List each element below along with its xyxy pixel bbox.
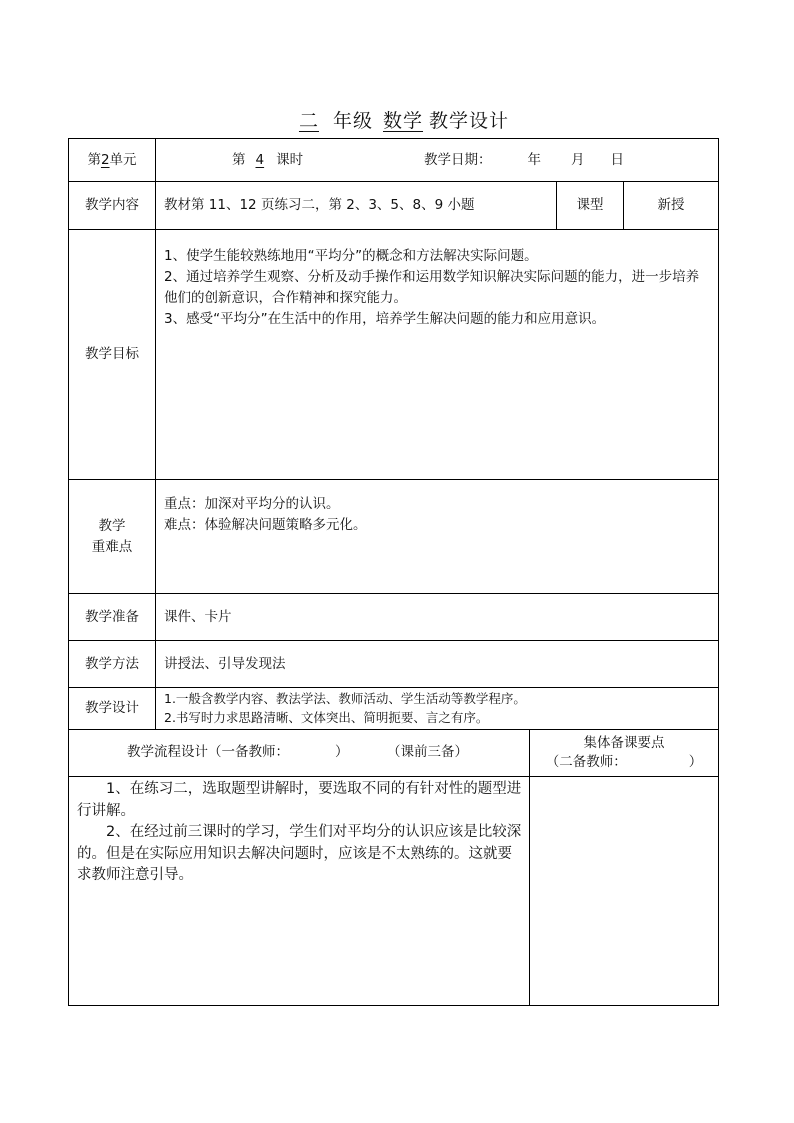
title-subject: 数学 — [383, 110, 424, 132]
lesson-type-value: 新授 — [623, 181, 719, 230]
flow-body — [68, 776, 530, 1006]
content-text: 教材第 11、12 页练习二，第 2、3、5、8、9 小题 — [155, 181, 557, 230]
lesson-date-cell — [155, 138, 719, 182]
collective-sub: （二备教师： ） — [545, 754, 703, 770]
title-suffix: 教学设计 — [429, 110, 510, 132]
flow-header-left: 教学流程设计（一备教师： — [127, 744, 289, 760]
unit-number: 2 — [100, 151, 110, 168]
method-text: 讲授法、引导发现法 — [155, 640, 719, 688]
collective-notes — [529, 776, 719, 1006]
difficulty-point: 难点：体验解决问题策略多元化。 — [164, 517, 367, 533]
focus-point: 重点：加深对平均分的认识。 — [164, 496, 340, 512]
title-grade-suffix: 年级 — [332, 110, 373, 132]
lesson-number: 第 4 课时 — [232, 152, 304, 168]
lesson-type-label: 课型 — [556, 181, 624, 230]
design-note-line: 2.书写时力求思路清晰、文体突出、简明扼要、言之有序。 — [164, 710, 489, 725]
flow-paragraph: 2、在经过前三课时的学习，学生们对平均分的认识应该是比较深的。但是在实际应用知识去解决问题时，应该是不太熟练的。这就要求教师注意引导。 — [77, 824, 522, 883]
prep-label: 教学准备 — [68, 593, 156, 641]
goal-item: 1、使学生能较熟练地用“平均分”的概念和方法解决实际问题。 — [164, 248, 538, 264]
design-label: 教学设计 — [68, 687, 156, 730]
collective-header — [529, 729, 719, 777]
flow-header-mid: ） — [335, 744, 349, 760]
title-grade: 二 — [298, 110, 319, 132]
goals-content — [155, 229, 719, 480]
design-notes — [155, 687, 719, 730]
goal-item: 3、感受“平均分”在生活中的作用，培养学生解决问题的能力和应用意识。 — [164, 311, 606, 327]
collective-title: 集体备课要点 — [583, 735, 665, 751]
keypoints-label: 教学 重难点 — [68, 479, 156, 594]
teaching-date: 教学日期： 年 月 日 — [424, 152, 624, 168]
method-label: 教学方法 — [68, 640, 156, 688]
keypoints-content — [155, 479, 719, 594]
design-note-line: 1.一般含教学内容、教法学法、教师活动、学生活动等教学程序。 — [164, 691, 526, 706]
unit-cell: 第 2 单元 — [68, 138, 156, 182]
goals-label: 教学目标 — [68, 229, 156, 480]
goal-item: 2、通过培养学生观察、分析及动手操作和运用数学知识解决实际问题的能力，进一步培养他们的创新意识，合作精神和探究能力。 — [164, 269, 700, 306]
flow-paragraph: 1、在练习二，选取题型讲解时，要选取不同的有针对性的题型进行讲解。 — [77, 781, 522, 819]
content-label: 教学内容 — [68, 181, 156, 230]
prep-text: 课件、卡片 — [155, 593, 719, 641]
flow-header — [68, 729, 530, 777]
document-title — [0, 106, 794, 133]
flow-header-right: （课前三备） — [387, 744, 468, 760]
